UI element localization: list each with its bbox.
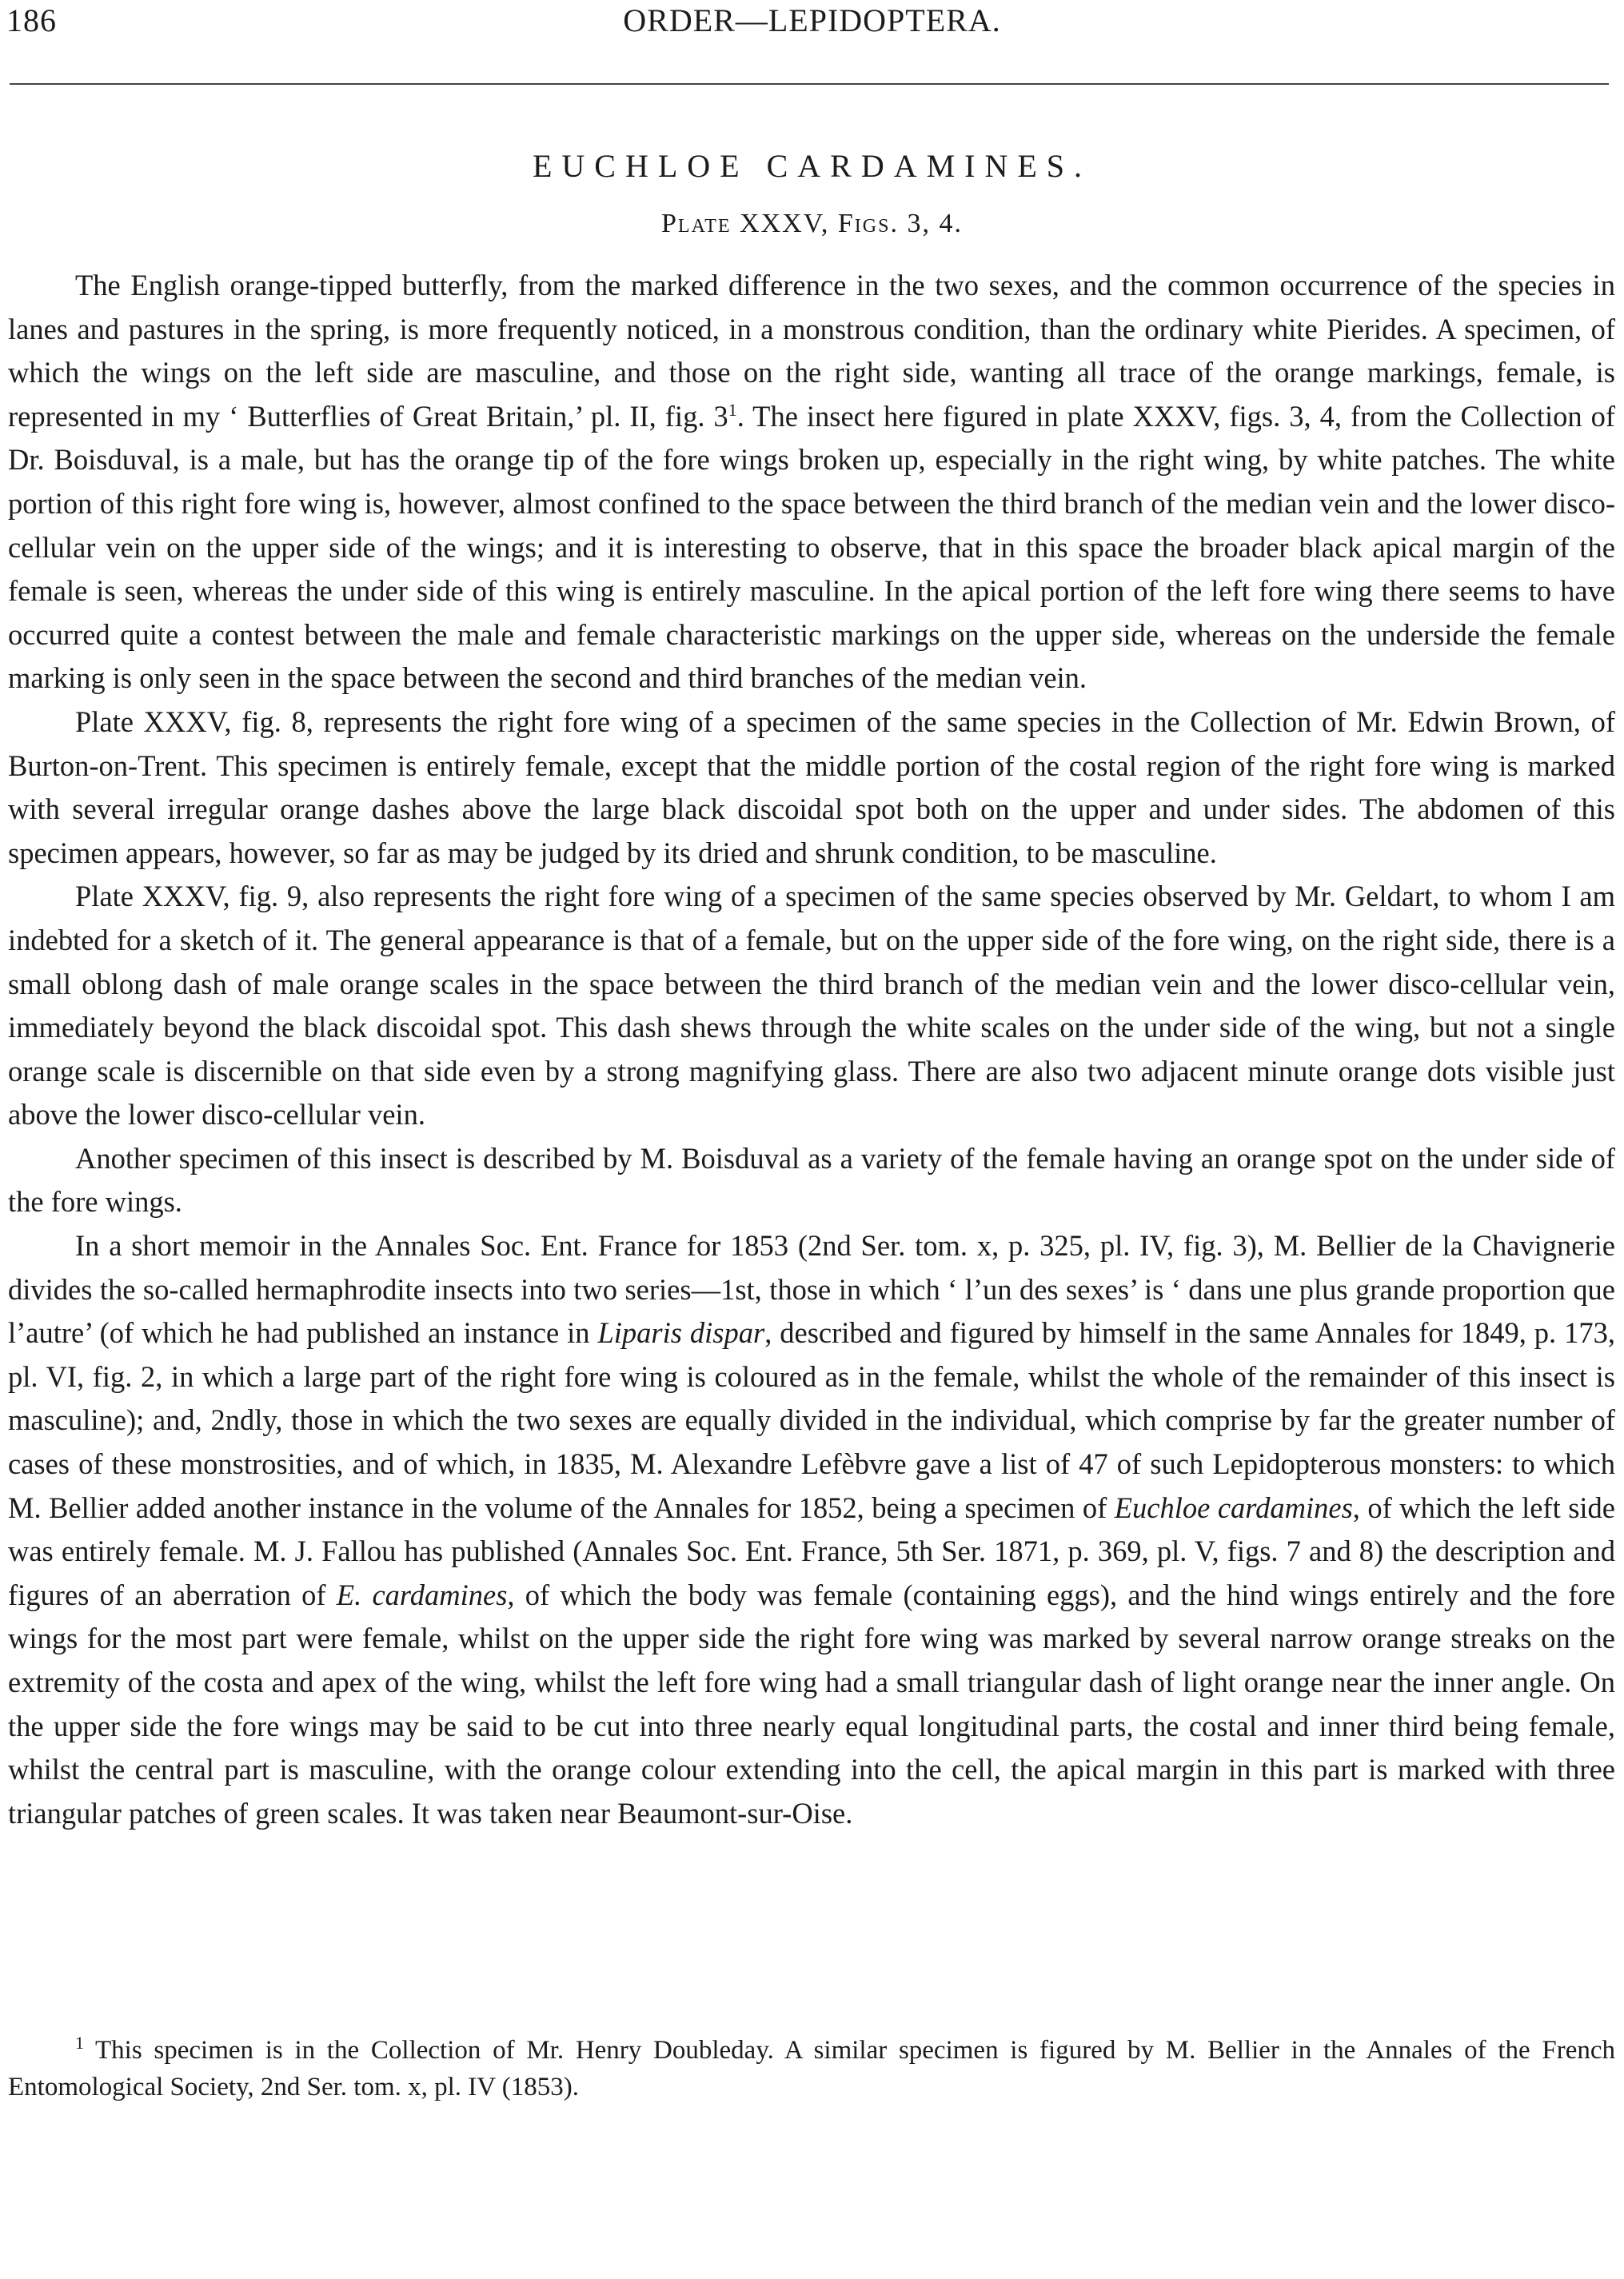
running-head: ORDER—LEPIDOPTERA. xyxy=(623,2,1001,38)
footnote-mark: 1 xyxy=(75,2033,84,2053)
species-name-e-cardamines: E. cardamines xyxy=(336,1578,508,1611)
paragraph-1 xyxy=(8,264,1615,700)
species-name-euchloe: Euchloe cardamines xyxy=(1114,1491,1353,1524)
paragraph-3: Plate XXXV, fig. 9, also represents the right fore wing of a specimen of the same species observed by Mr. Geldart, to whom I am indebted for a sketch of it. The general appearance is that of a female, but on the upper side of the fore wing, on the right side, there is a small oblong dash of male orange scales in the space between the third branch of the median vein and the lower disco-cellular vein, immediately beyond the black discoidal spot. This dash shews through the white scales on the under side of the wing, but not a single orange scale is discernible on that side even by a strong magnifying glass. There are also two adjacent minute orange dots visible just above the lower disco-cellular vein. xyxy=(8,880,1615,1132)
footnote-reference: 1 xyxy=(728,399,737,420)
species-name-liparis: Liparis dispar xyxy=(597,1316,765,1350)
footnote xyxy=(8,2032,1615,2105)
article-body xyxy=(8,264,1615,1835)
paragraph-2: Plate XXXV, fig. 8, represents the right fore wing of a specimen of the same species in the Collection of Mr. Edwin Brown, of Burton-on-Trent. This specimen is entirely female, except that the middle portion of the costal region of the right fore wing is marked with several irregular orange dashes above the large black discoidal spot both on the upper and under sides. The abdomen of this specimen appears, however, so far as may be judged by its dried and shrunk condition, to be masculine. xyxy=(8,704,1615,869)
page-header xyxy=(0,0,1624,48)
plate-reference: Plate XXXV, Figs. 3, 4. xyxy=(661,209,963,238)
paragraph-1-text-b: . The insect here figured in plate XXXV, figs. 3, 4, from the Collection of Dr. Boisduval, is a male, but has the orange tip of the fore wings broken up, especially in the right wing, by white patches. The white portion of this right fore wing is, however, almost confined to the space between the third branch of the median vein and the lower disco-cellular vein on the upper side of the wings; and it is interesting to observe, that in this space the broader black apical margin of the female is seen, whereas the under side of this wing is entirely masculine. In the apical portion of the left fore wing there seems to have occurred quite a contest between the male and female characteristic markings on the upper side, whereas on the underside the female marking is only seen in the space between the second and third branches of the median vein. xyxy=(8,399,1615,695)
paragraph-4: Another specimen of this insect is described by M. Boisduval as a variety of the female having an orange spot on the under side of the fore wings. xyxy=(8,1141,1615,1219)
paragraph-5-text-d: , of which the body was female (containing eggs), and the hind wings entirely and the fore wings for the most part were female, whilst on the upper side the right fore wing was marked by several narrow orange streaks on the extremity of the costa and apex of the wing, whilst the left fore wing had a small triangular dash of light orange near the inner angle. On the upper side the fore wings may be said to be cut into three nearly equal longitudinal parts, the costal and inner third being female, whilst the central part is masculine, with the orange colour extending into the cell, the apical margin in this part is marked with three triangular patches of green scales. It was taken near Beaumont-sur-Oise. xyxy=(8,1578,1615,1830)
paragraph-5 xyxy=(8,1224,1615,1835)
paragraph-1-text-a: The English orange-tipped butterfly, from the marked difference in the two sexes, and the common occurrence of the species in lanes and pastures in the spring, is more frequently noticed, in a monstrous condition, than the ordinary white Pierides. A specimen, of which the wings on the left side are masculine, and those on the right side, wanting all trace of the orange markings, female, is represented in my ‘ Butterflies of Great Britain,’ pl. II, fig. 3 xyxy=(8,269,1615,433)
paragraph-5-text-c: , of which the left side was entirely female. M. J. Fallou has published (Annales Soc. Ent. France, 5th Ser. 1871, p. 369, pl. V, figs. 7 and 8) the description and figures of an aberration of xyxy=(8,1491,1615,1611)
article-title: EUCHLOE CARDAMINES. xyxy=(532,148,1092,184)
paragraph-5-text-b: , described and figured by himself in the same Annales for 1849, p. 173, pl. VI, fig. 2, in which a large part of the right fore wing is coloured as in the female, whilst the whole of the remainder of this insect is masculine); and, 2ndly, those in which the two sexes are equally divided in the individual, which comprise by far the greater number of cases of these monstrosities, and of which, in 1835, M. Alexandre Lefèbvre gave a list of 47 of such Lepidopterous monsters: to which M. Bellier added another instance in the volume of the Annales for 1852, being a specimen of xyxy=(8,1316,1615,1524)
footnote-text: This specimen is in the Collection of Mr. Henry Doubleday. A similar specimen is figured by M. Bellier in the Annales of the French Entomological Society, 2nd Ser. tom. x, pl. IV (1853). xyxy=(8,2036,1615,2101)
paragraph-5-text-a: In a short memoir in the Annales Soc. Ent. France for 1853 (2nd Ser. tom. x, p. 325, pl. IV, fig. 3), M. Bellier de la Chavignerie divides the so-called hermaphrodite insects into two series—1st, those in which ‘ l’un des sexes’ is ‘ dans une plus grande proportion que l’autre’ (of which he had published an instance in xyxy=(8,1229,1615,1350)
page-number: 186 xyxy=(6,2,57,38)
header-rule xyxy=(10,83,1609,85)
